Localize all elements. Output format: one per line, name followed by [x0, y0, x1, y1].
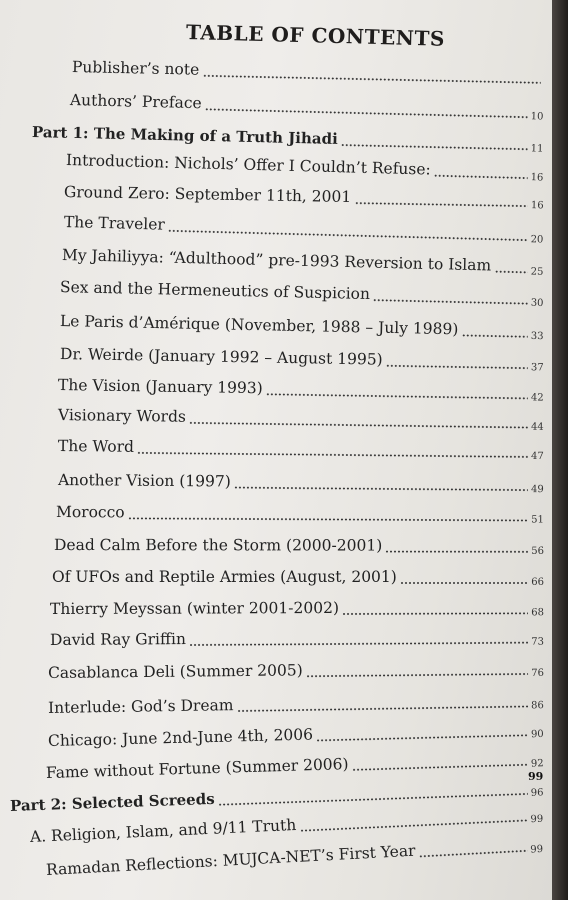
leader-dots	[128, 517, 528, 521]
trailing-page-number: 99	[528, 770, 544, 783]
toc-page-number: 90	[530, 728, 544, 741]
toc-entry-title: Sex and the Hermeneutics of Suspicion	[59, 278, 371, 304]
toc-entry-title: Part 2: Selected Screeds	[9, 789, 215, 815]
toc-entry	[58, 431, 546, 464]
toc-entry-title: Fame without Fortune (Summer 2006)	[45, 755, 349, 782]
toc-entry-title: Interlude: God’s Dream	[47, 696, 234, 717]
toc-entry-title: Ramadan Reflections: MUJCA-NET’s First Year	[45, 841, 416, 879]
toc-entry-title: Ground Zero: September 11th, 2001	[63, 183, 352, 207]
leader-dots	[137, 452, 528, 458]
leader-dots	[266, 393, 528, 399]
toc-page-number: 10	[530, 111, 544, 123]
toc-page-number: 73	[531, 636, 544, 648]
toc-page-number: 25	[530, 266, 544, 278]
toc-entry-title: Another Vision (1997)	[57, 471, 231, 491]
toc-entry	[58, 465, 546, 497]
page-title: TABLE OF CONTENTS	[185, 20, 446, 51]
leader-dots	[354, 202, 528, 207]
toc-entry-title: Visionary Words	[57, 406, 187, 426]
leader-dots	[352, 764, 528, 771]
leader-dots	[234, 487, 528, 492]
toc-entry-title: Of UFOs and Reptile Armies (August, 2001)	[52, 568, 397, 586]
toc-page-number: 16	[530, 200, 544, 212]
leader-dots	[373, 299, 528, 305]
toc-entry-title: The Word	[57, 437, 135, 456]
toc-entry-title: Le Paris d’Amérique (November, 1988 – July 1989)	[59, 312, 459, 339]
leader-dots	[386, 365, 528, 369]
toc-entry	[56, 497, 546, 528]
toc-entry-title: Authors’ Preface	[69, 91, 202, 113]
toc-page-number: 20	[530, 234, 544, 246]
leader-dots	[419, 850, 527, 858]
toc-page-number: 66	[531, 577, 544, 588]
toc-page-number: 56	[531, 545, 544, 557]
toc-page-number: 86	[531, 700, 544, 712]
toc-entry	[60, 306, 546, 344]
toc-page-number: 76	[531, 667, 544, 679]
toc-entry-title: The Vision (January 1993)	[57, 376, 263, 398]
toc-entry	[72, 52, 546, 90]
toc-page-number: 47	[530, 450, 544, 463]
leader-dots	[341, 144, 528, 150]
toc-entry-title: My Jahiliyya: “Adulthood” pre-1993 Reversion to Islam	[61, 246, 492, 275]
toc-page-number: 37	[530, 362, 544, 374]
toc-entry	[52, 562, 546, 590]
toc-entry	[60, 339, 546, 375]
leader-dots	[306, 673, 528, 677]
leader-dots	[400, 582, 528, 584]
leader-dots	[385, 551, 528, 553]
leader-dots	[189, 642, 528, 646]
leader-dots	[168, 230, 528, 241]
leader-dots	[237, 705, 528, 712]
toc-page-number: 49	[531, 484, 544, 496]
toc-page-number: 96	[530, 787, 544, 799]
leader-dots	[202, 75, 540, 84]
toc-page-number: 51	[531, 514, 544, 526]
toc-page-number: 99	[530, 813, 544, 826]
toc-entry	[48, 653, 546, 686]
toc-page-number: 33	[530, 330, 544, 343]
toc-page-number: 44	[530, 421, 544, 433]
toc-page-number: 99	[530, 843, 544, 856]
leader-dots	[317, 734, 529, 741]
toc-entry-title: A. Religion, Islam, and 9/11 Truth	[29, 815, 297, 846]
leader-dots	[342, 612, 528, 615]
toc-page-number: 16	[530, 172, 544, 184]
toc-page-number: 92	[530, 758, 544, 770]
toc-page-number: 68	[531, 607, 544, 619]
toc-entry-title: Introduction: Nichols’ Offer I Couldn’t Refuse:	[65, 151, 431, 179]
toc-entry-title: Chicago: June 2nd-June 4th, 2006	[47, 725, 314, 750]
leader-dots	[434, 175, 528, 179]
toc-entry-title: Thierry Meyssan (winter 2001-2002)	[49, 598, 340, 618]
toc-page-number: 30	[530, 297, 544, 309]
toc-entry-title: Morocco	[55, 503, 125, 522]
leader-dots	[300, 819, 528, 831]
toc-entry-title: Casablanca Deli (Summer 2005)	[47, 661, 303, 682]
toc-page-number: 42	[530, 392, 544, 404]
toc-entry-title: The Traveler	[63, 213, 166, 234]
toc-entry-title: Dead Calm Before the Storm (2000-2001)	[53, 536, 383, 555]
leader-dots	[205, 108, 528, 118]
toc-entry	[54, 530, 546, 559]
toc-entry-title: Dr. Weirde (January 1992 – August 1995)	[59, 345, 383, 369]
leader-dots	[189, 422, 528, 429]
toc-entry	[50, 592, 546, 622]
leader-dots	[462, 334, 528, 337]
page-edge	[552, 0, 568, 900]
toc-page-number: 11	[530, 143, 544, 155]
toc-entry	[50, 622, 546, 653]
leader-dots	[494, 271, 527, 274]
toc-entry-title: Publisher’s note	[71, 58, 200, 79]
toc-entry	[58, 400, 546, 435]
toc-entry-title: Part 1: The Making of a Truth Jihadi	[31, 123, 338, 148]
toc-entry-title: David Ray Griffin	[49, 630, 186, 649]
